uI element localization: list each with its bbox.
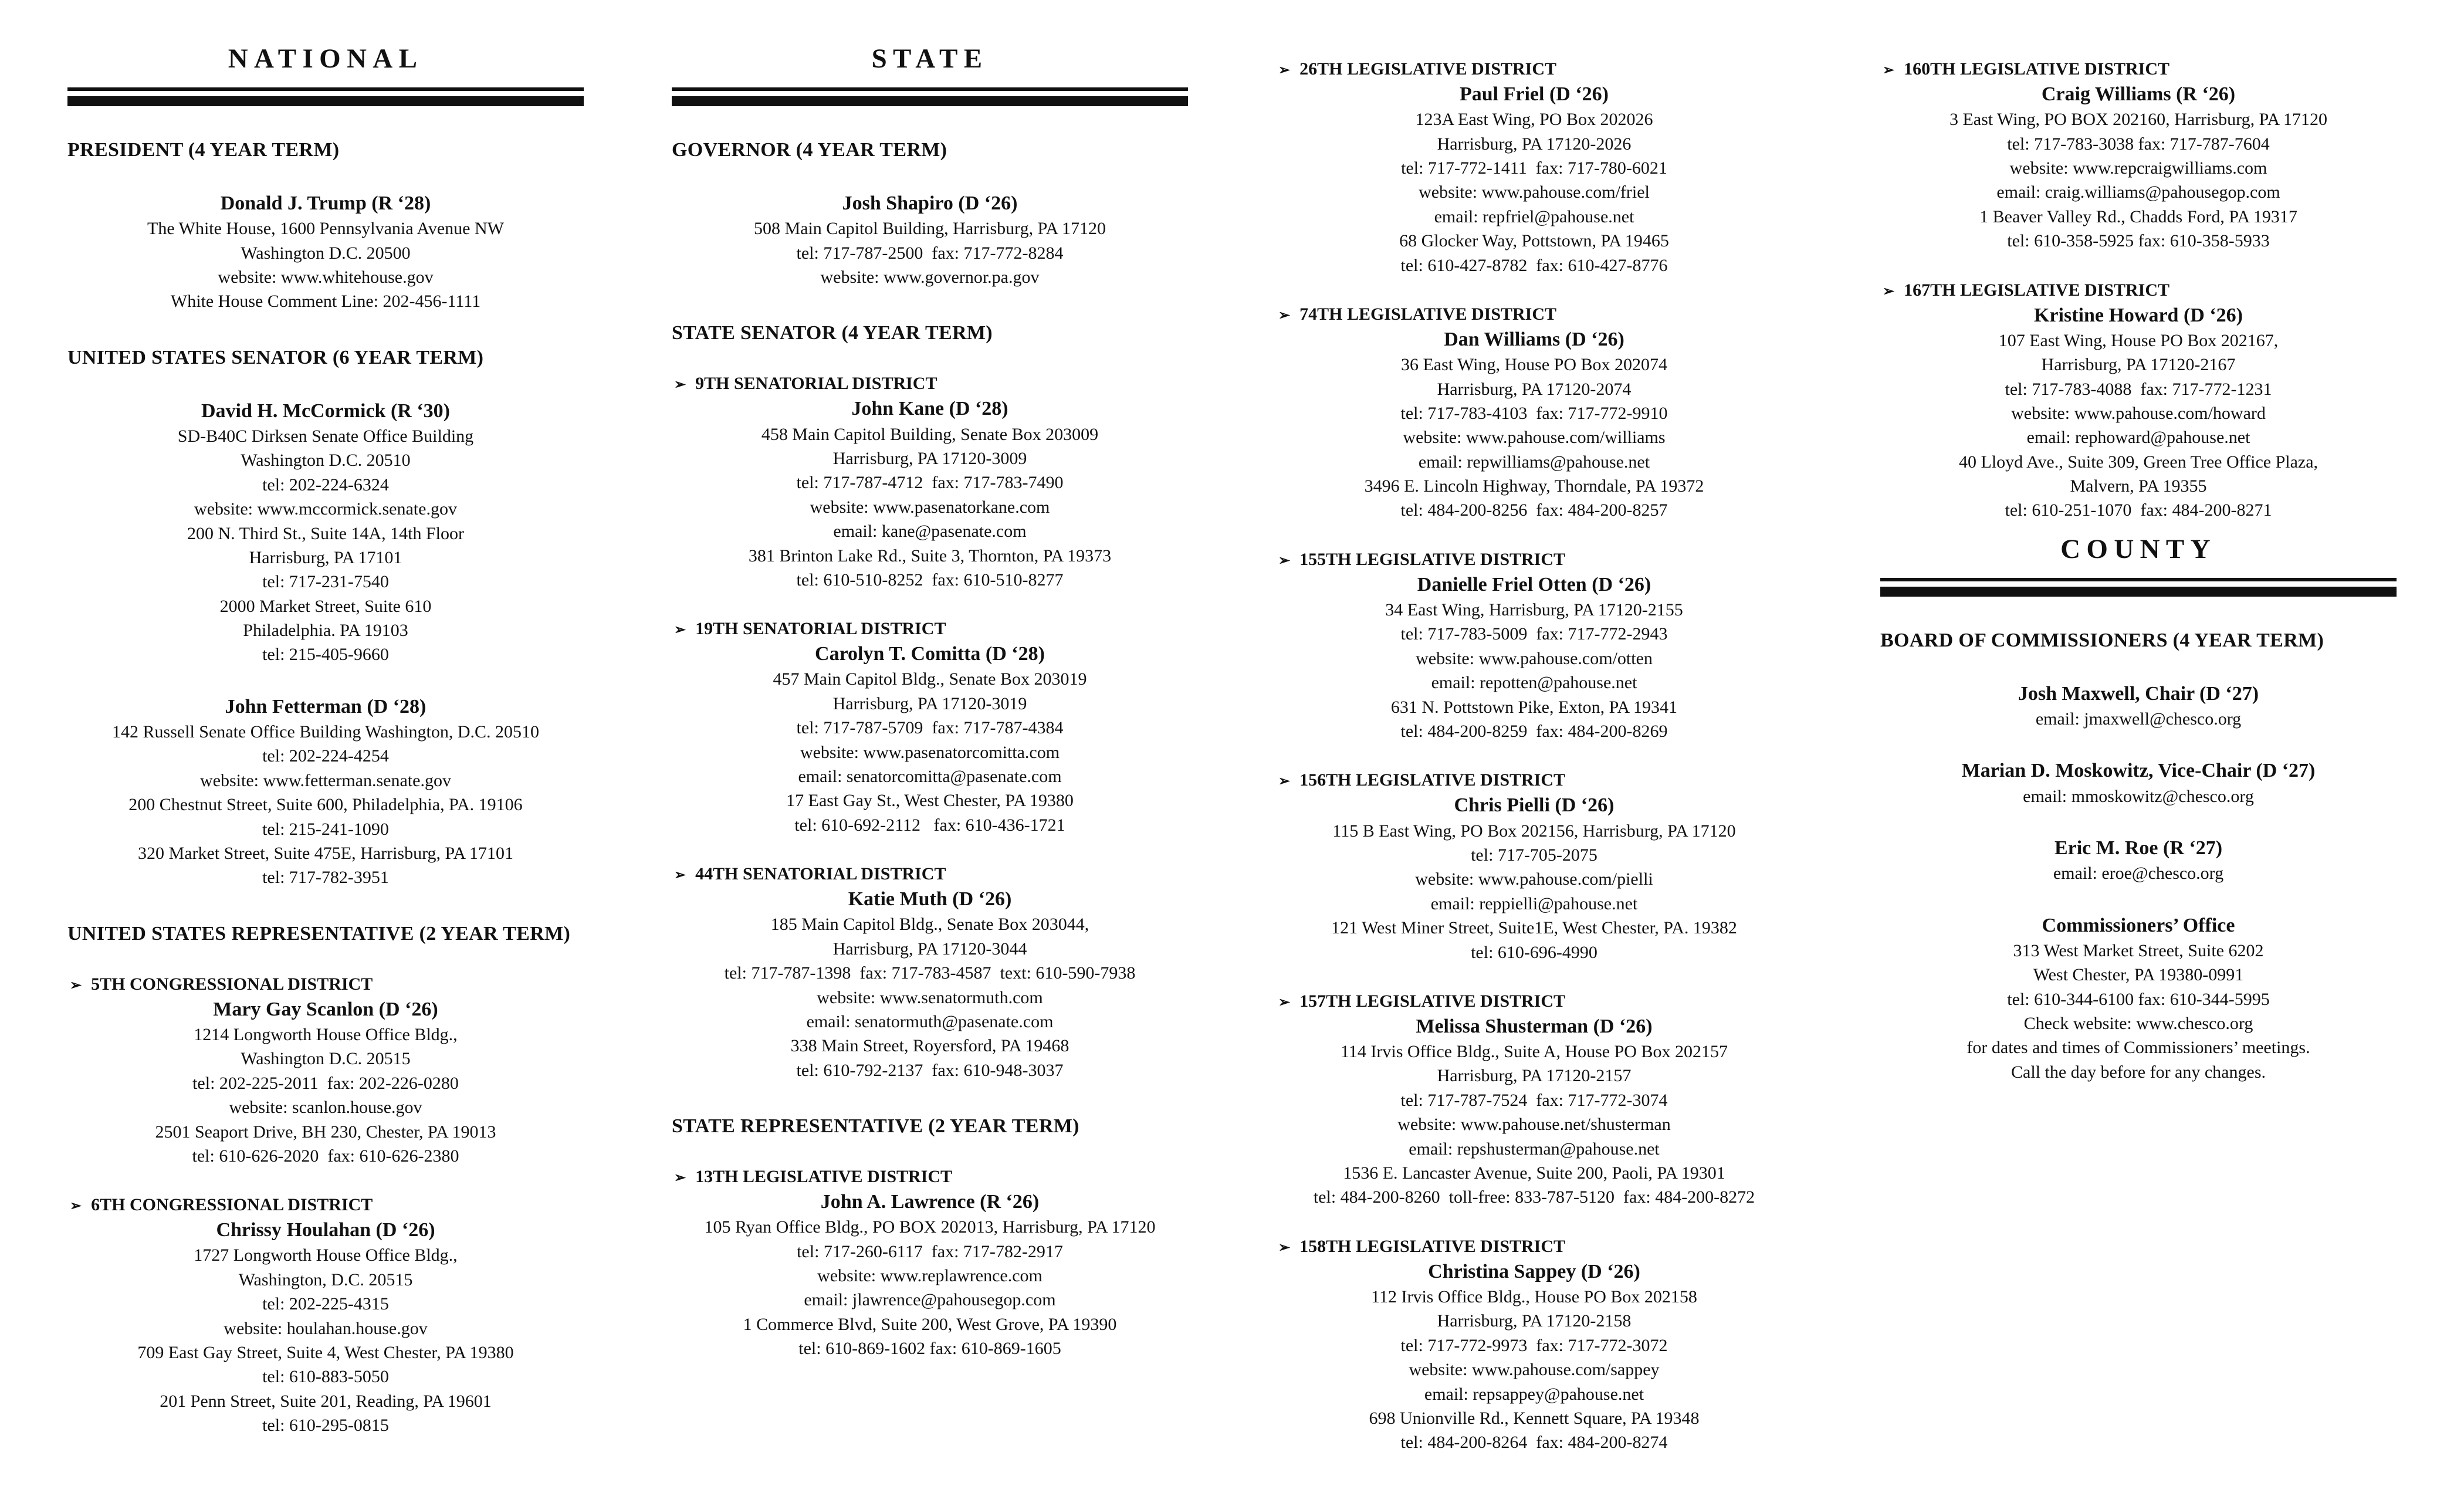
official-detail-line: 185 Main Capitol Bldg., Senate Box 203044, bbox=[770, 915, 1089, 935]
official-detail-line: email: senatorcomitta@pasenate.com bbox=[798, 767, 1062, 787]
official-detail-line: tel: 717-787-7524 fax: 717-772-3074 bbox=[1400, 1090, 1668, 1110]
official-detail-line: email: kane@pasenate.com bbox=[833, 522, 1027, 541]
official-detail-line: 201 Penn Street, Suite 201, Reading, PA 19601 bbox=[160, 1391, 492, 1411]
column-national bbox=[67, 32, 584, 1444]
district-heading bbox=[1276, 991, 1792, 1011]
official-detail-line: 17 East Gay St., West Chester, PA 19380 bbox=[786, 791, 1074, 811]
column-legislative-districts bbox=[1276, 32, 1792, 1461]
official-detail-line: email: repotten@pahouse.net bbox=[1431, 673, 1637, 693]
official-name: Donald J. Trump (R ‘28) bbox=[220, 192, 431, 214]
official-detail-line: website: www.pahouse.com/otten bbox=[1416, 648, 1653, 668]
official-detail-line: tel: 610-295-0815 bbox=[262, 1416, 389, 1436]
section-title: STATE bbox=[871, 43, 989, 74]
official-detail-line: Harrisburg, PA 17120-3009 bbox=[832, 448, 1027, 468]
section-title: NATIONAL bbox=[228, 43, 424, 74]
official-detail-line: website: www.senatormuth.com bbox=[817, 987, 1043, 1007]
official-detail-line: Harrisburg, PA 17120-2074 bbox=[1437, 379, 1632, 399]
official-entry bbox=[1880, 82, 2397, 253]
official-name: Kristine Howard (D ‘26) bbox=[2033, 304, 2243, 326]
district-heading bbox=[672, 619, 1188, 639]
official-detail-line: website: www.pahouse.com/williams bbox=[1403, 428, 1666, 448]
official-detail-line: 1727 Longworth House Office Bldg., bbox=[194, 1245, 458, 1265]
section-header bbox=[672, 43, 1188, 106]
district-arrow-icon: ➢ bbox=[1278, 994, 1291, 1010]
official-detail-line: tel: 717-772-9973 fax: 717-772-3072 bbox=[1400, 1335, 1668, 1355]
official-entry bbox=[67, 1217, 584, 1437]
official-name: Carolyn T. Comitta (D ‘28) bbox=[815, 643, 1045, 665]
official-detail-line: email: craig.williams@pahousegop.com bbox=[1996, 182, 2280, 202]
official-detail-line: website: www.pahouse.com/sappey bbox=[1409, 1360, 1660, 1380]
official-detail-line: 458 Main Capitol Building, Senate Box 203009 bbox=[761, 424, 1099, 444]
official-detail-line: email: mmoskowitz@chesco.org bbox=[2023, 786, 2254, 806]
official-detail-line: SD-B40C Dirksen Senate Office Building bbox=[177, 426, 474, 446]
official-detail-line: email: repfriel@pahouse.net bbox=[1434, 207, 1634, 226]
official-detail-line: email: repwilliams@pahouse.net bbox=[1418, 452, 1650, 472]
official-detail-line: website: www.governor.pa.gov bbox=[820, 267, 1040, 287]
official-detail-line: 457 Main Capitol Bldg., Senate Box 203019 bbox=[773, 669, 1087, 689]
official-detail-line: tel: 610-626-2020 fax: 610-626-2380 bbox=[192, 1146, 459, 1166]
district-title: 19TH SENATORIAL DISTRICT bbox=[695, 619, 946, 639]
official-detail-line: website: www.pahouse.net/shusterman bbox=[1397, 1115, 1671, 1135]
official-name: Commissioners’ Office bbox=[2042, 914, 2235, 936]
district-title: 157TH LEGISLATIVE DISTRICT bbox=[1299, 991, 1566, 1011]
official-detail-line: 112 Irvis Office Bldg., House PO Box 202158 bbox=[1371, 1287, 1697, 1307]
official-detail-line: tel: 202-224-6324 bbox=[262, 475, 389, 495]
official-detail-line: website: www.pasenatorcomitta.com bbox=[800, 742, 1060, 762]
official-detail-line: website: www.repcraigwilliams.com bbox=[2009, 158, 2267, 178]
official-detail-line: tel: 484-200-8264 fax: 484-200-8274 bbox=[1400, 1433, 1668, 1453]
official-detail-line: 142 Russell Senate Office Building Washington, D.C. 20510 bbox=[111, 722, 540, 742]
official-detail-line: 1214 Longworth House Office Bldg., bbox=[194, 1024, 458, 1044]
official-detail-line: 3496 E. Lincoln Highway, Thorndale, PA 19372 bbox=[1364, 476, 1704, 496]
district-heading bbox=[672, 1167, 1188, 1187]
official-entry bbox=[1276, 793, 1792, 964]
official-detail-line: email: jlawrence@pahousegop.com bbox=[804, 1290, 1056, 1310]
district-arrow-icon: ➢ bbox=[1278, 63, 1291, 78]
official-detail-line: Harrisburg, PA 17120-2026 bbox=[1437, 134, 1632, 154]
official-detail-line: tel: 202-225-4315 bbox=[262, 1294, 389, 1314]
official-name: Josh Maxwell, Chair (D ‘27) bbox=[2018, 682, 2259, 705]
district-heading bbox=[1880, 280, 2397, 300]
official-detail-line: email: jmaxwell@chesco.org bbox=[2035, 709, 2242, 729]
official-detail-line: email: senatormuth@pasenate.com bbox=[806, 1011, 1054, 1031]
official-detail-line: 121 West Miner Street, Suite1E, West Chester, PA. 19382 bbox=[1331, 918, 1737, 938]
district-title: 160TH LEGISLATIVE DISTRICT bbox=[1904, 59, 2170, 79]
official-name: Eric M. Roe (R ‘27) bbox=[2054, 837, 2223, 859]
official-detail-line: website: www.pahouse.com/howard bbox=[2011, 403, 2266, 423]
official-detail-line: tel: 215-241-1090 bbox=[262, 819, 389, 839]
official-detail-line: website: www.pasenatorkane.com bbox=[810, 497, 1050, 517]
official-name: Chrissy Houlahan (D ‘26) bbox=[216, 1219, 435, 1241]
official-detail-line: tel: 717-772-1411 fax: 717-780-6021 bbox=[1401, 158, 1667, 178]
official-detail-line: website: www.whitehouse.gov bbox=[218, 267, 434, 287]
office-heading: BOARD OF COMMISSIONERS (4 YEAR TERM) bbox=[1880, 629, 2324, 651]
official-name: Marian D. Moskowitz, Vice-Chair (D ‘27) bbox=[1961, 760, 2316, 782]
office-heading: UNITED STATES REPRESENTATIVE (2 YEAR TERM) bbox=[67, 922, 571, 945]
official-detail-line: 115 B East Wing, PO Box 202156, Harrisburg, PA 17120 bbox=[1332, 821, 1736, 841]
official-entry bbox=[67, 398, 584, 667]
official-detail-line: email: repshusterman@pahouse.net bbox=[1409, 1139, 1660, 1159]
section-rule-thick bbox=[672, 96, 1188, 106]
official-detail-line: Harrisburg, PA 17120-2158 bbox=[1437, 1311, 1632, 1331]
official-detail-line: tel: 717-787-4712 fax: 717-783-7490 bbox=[796, 473, 1064, 493]
district-arrow-icon: ➢ bbox=[1883, 283, 1895, 299]
official-entry bbox=[672, 396, 1188, 592]
official-detail-line: tel: 610-510-8252 fax: 610-510-8277 bbox=[796, 570, 1064, 590]
official-detail-line: 107 East Wing, House PO Box 202167, bbox=[1998, 330, 2279, 350]
official-detail-line: email: reppielli@pahouse.net bbox=[1430, 893, 1638, 913]
official-entry bbox=[1880, 835, 2397, 886]
district-title: 6TH CONGRESSIONAL DISTRICT bbox=[91, 1195, 373, 1215]
office-heading: PRESIDENT (4 YEAR TERM) bbox=[67, 139, 340, 161]
district-title: 156TH LEGISLATIVE DISTRICT bbox=[1299, 770, 1566, 790]
district-heading bbox=[67, 1195, 584, 1215]
official-detail-line: tel: 717-705-2075 bbox=[1471, 845, 1597, 865]
official-detail-line: website: www.mccormick.senate.gov bbox=[194, 499, 457, 519]
official-detail-line: tel: 610-696-4990 bbox=[1471, 942, 1597, 962]
official-detail-line: 3 East Wing, PO BOX 202160, Harrisburg, PA 17120 bbox=[1949, 110, 2328, 130]
official-name: Mary Gay Scanlon (D ‘26) bbox=[213, 998, 438, 1020]
district-heading bbox=[672, 374, 1188, 394]
official-detail-line: tel: 717-787-2500 fax: 717-772-8284 bbox=[796, 243, 1064, 263]
official-detail-line: 114 Irvis Office Bldg., Suite A, House PO Box 202157 bbox=[1341, 1042, 1728, 1062]
official-name: John Kane (D ‘28) bbox=[851, 398, 1008, 420]
official-entry bbox=[672, 1189, 1188, 1361]
office-heading: STATE SENATOR (4 YEAR TERM) bbox=[672, 322, 993, 344]
official-detail-line: 200 N. Third St., Suite 14A, 14th Floor bbox=[187, 523, 464, 543]
official-detail-line: tel: 717-787-1398 fax: 717-783-4587 text: 610-590-7938 bbox=[724, 963, 1136, 983]
official-entry bbox=[67, 997, 584, 1169]
district-heading bbox=[1276, 304, 1792, 324]
official-detail-line: for dates and times of Commissioners’ meetings. bbox=[1967, 1038, 2310, 1058]
official-entry bbox=[1276, 327, 1792, 523]
section-header bbox=[1880, 533, 2397, 597]
official-detail-line: Check website: www.chesco.org bbox=[2023, 1013, 2253, 1033]
district-title: 26TH LEGISLATIVE DISTRICT bbox=[1299, 59, 1557, 79]
official-detail-line: Harrisburg, PA 17120-2157 bbox=[1437, 1066, 1632, 1086]
official-detail-line: Harrisburg, PA 17101 bbox=[249, 547, 402, 567]
district-heading bbox=[1276, 770, 1792, 790]
district-heading bbox=[1276, 550, 1792, 570]
official-detail-line: tel: 717-782-3951 bbox=[262, 868, 389, 888]
district-title: 9TH SENATORIAL DISTRICT bbox=[695, 374, 937, 394]
official-name: John A. Lawrence (R ‘26) bbox=[820, 1191, 1040, 1213]
official-detail-line: 338 Main Street, Royersford, PA 19468 bbox=[790, 1036, 1069, 1056]
official-detail-line: 631 N. Pottstown Pike, Exton, PA 19341 bbox=[1390, 697, 1678, 717]
official-detail-line: 313 West Market Street, Suite 6202 bbox=[2013, 940, 2264, 960]
official-detail-line: tel: 202-225-2011 fax: 202-226-0280 bbox=[192, 1073, 459, 1093]
official-detail-line: email: rephoward@pahouse.net bbox=[2026, 428, 2250, 448]
official-detail-line: Washington D.C. 20510 bbox=[241, 451, 411, 471]
official-entry bbox=[1276, 1014, 1792, 1210]
official-detail-line: website: www.replawrence.com bbox=[817, 1266, 1043, 1286]
district-title: 5TH CONGRESSIONAL DISTRICT bbox=[91, 974, 373, 994]
official-detail-line: tel: 215-405-9660 bbox=[262, 645, 389, 665]
official-detail-line: 123A East Wing, PO Box 202026 bbox=[1415, 110, 1653, 130]
official-detail-line: Harrisburg, PA 17120-2167 bbox=[2041, 355, 2236, 375]
district-arrow-icon: ➢ bbox=[674, 377, 686, 393]
official-entry bbox=[67, 191, 584, 314]
column-districts-county bbox=[1880, 32, 2397, 1090]
official-detail-line: 105 Ryan Office Bldg., PO BOX 202013, Harrisburg, PA 17120 bbox=[704, 1217, 1156, 1237]
office-heading: STATE REPRESENTATIVE (2 YEAR TERM) bbox=[672, 1115, 1079, 1138]
official-detail-line: website: www.fetterman.senate.gov bbox=[200, 770, 451, 790]
district-arrow-icon: ➢ bbox=[70, 977, 82, 993]
official-entry bbox=[672, 641, 1188, 837]
official-entry bbox=[1880, 303, 2397, 523]
district-arrow-icon: ➢ bbox=[1278, 553, 1291, 568]
official-detail-line: website: www.pahouse.com/pielli bbox=[1415, 869, 1653, 889]
official-detail-line: website: houlahan.house.gov bbox=[224, 1318, 428, 1338]
official-detail-line: 698 Unionville Rd., Kennett Square, PA 19348 bbox=[1369, 1408, 1700, 1428]
column-state bbox=[672, 32, 1188, 1367]
district-arrow-icon: ➢ bbox=[674, 622, 686, 638]
official-entry bbox=[1276, 1259, 1792, 1455]
official-detail-line: 320 Market Street, Suite 475E, Harrisburg, PA 17101 bbox=[138, 843, 513, 863]
district-arrow-icon: ➢ bbox=[1278, 774, 1291, 790]
district-arrow-icon: ➢ bbox=[674, 1170, 686, 1186]
official-entry bbox=[1880, 913, 2397, 1085]
official-entry bbox=[67, 694, 584, 890]
official-name: Dan Williams (D ‘26) bbox=[1444, 328, 1624, 350]
official-detail-line: 709 East Gay Street, Suite 4, West Chester, PA 19380 bbox=[137, 1343, 514, 1363]
official-detail-line: tel: 717-787-5709 fax: 717-787-4384 bbox=[796, 718, 1064, 738]
official-entry bbox=[1276, 572, 1792, 744]
official-detail-line: tel: 610-692-2112 fax: 610-436-1721 bbox=[794, 815, 1065, 835]
official-detail-line: tel: 484-200-8256 fax: 484-200-8257 bbox=[1400, 500, 1668, 520]
official-detail-line: tel: 610-792-2137 fax: 610-948-3037 bbox=[796, 1060, 1064, 1080]
official-detail-line: website: scanlon.house.gov bbox=[229, 1098, 422, 1118]
district-heading bbox=[1880, 59, 2397, 79]
official-detail-line: tel: 717-783-5009 fax: 717-772-2943 bbox=[1400, 624, 1668, 644]
official-detail-line: Malvern, PA 19355 bbox=[2070, 476, 2207, 496]
official-detail-line: 36 East Wing, House PO Box 202074 bbox=[1400, 355, 1668, 375]
district-arrow-icon: ➢ bbox=[70, 1199, 82, 1214]
district-heading bbox=[67, 974, 584, 994]
official-name: Katie Muth (D ‘26) bbox=[848, 888, 1012, 911]
district-heading bbox=[672, 864, 1188, 884]
section-rule-thick bbox=[1880, 587, 2397, 597]
official-detail-line: Washington D.C. 20500 bbox=[241, 243, 411, 263]
official-detail-line: tel: 717-783-4088 fax: 717-772-1231 bbox=[2005, 379, 2272, 399]
official-detail-line: 2501 Seaport Drive, BH 230, Chester, PA 19013 bbox=[155, 1122, 496, 1142]
official-detail-line: 2000 Market Street, Suite 610 bbox=[219, 596, 432, 616]
official-detail-line: White House Comment Line: 202-456-1111 bbox=[170, 292, 481, 312]
section-title: COUNTY bbox=[2060, 533, 2216, 564]
official-entry bbox=[1880, 758, 2397, 808]
official-name: Craig Williams (R ‘26) bbox=[2041, 83, 2236, 105]
official-detail-line: 68 Glocker Way, Pottstown, PA 19465 bbox=[1399, 231, 1669, 251]
official-name: Josh Shapiro (D ‘26) bbox=[842, 192, 1018, 214]
district-heading bbox=[1276, 1237, 1792, 1257]
official-name: Danielle Friel Otten (D ‘26) bbox=[1417, 573, 1651, 595]
official-detail-line: tel: 610-869-1602 fax: 610-869-1605 bbox=[798, 1339, 1061, 1359]
official-detail-line: Washington D.C. 20515 bbox=[241, 1049, 411, 1069]
official-detail-line: email: repsappey@pahouse.net bbox=[1424, 1384, 1644, 1404]
district-title: 13TH LEGISLATIVE DISTRICT bbox=[695, 1167, 953, 1187]
district-arrow-icon: ➢ bbox=[1278, 307, 1291, 323]
official-detail-line: 200 Chestnut Street, Suite 600, Philadelphia, PA. 19106 bbox=[128, 795, 523, 815]
official-detail-line: email: eroe@chesco.org bbox=[2053, 864, 2224, 884]
district-title: 167TH LEGISLATIVE DISTRICT bbox=[1904, 280, 2170, 300]
official-detail-line: tel: 202-224-4254 bbox=[262, 746, 389, 766]
official-detail-line: tel: 610-427-8782 fax: 610-427-8776 bbox=[1400, 255, 1668, 275]
official-detail-line: website: www.pahouse.com/friel bbox=[1419, 182, 1650, 202]
official-entry bbox=[672, 886, 1188, 1082]
official-detail-line: tel: 484-200-8259 fax: 484-200-8269 bbox=[1400, 721, 1668, 741]
district-title: 44TH SENATORIAL DISTRICT bbox=[695, 864, 946, 884]
official-name: Christina Sappey (D ‘26) bbox=[1428, 1260, 1640, 1282]
district-arrow-icon: ➢ bbox=[1883, 63, 1895, 78]
district-title: 74TH LEGISLATIVE DISTRICT bbox=[1299, 304, 1557, 324]
section-rule-thick bbox=[67, 96, 584, 106]
section-rule-thin bbox=[672, 87, 1188, 91]
official-detail-line: tel: 717-260-6117 fax: 717-782-2917 bbox=[797, 1241, 1063, 1261]
official-detail-line: 40 Lloyd Ave., Suite 309, Green Tree Office Plaza, bbox=[1958, 452, 2319, 472]
district-arrow-icon: ➢ bbox=[1278, 1240, 1291, 1255]
office-heading: UNITED STATES SENATOR (6 YEAR TERM) bbox=[67, 346, 484, 368]
official-detail-line: tel: 610-344-6100 fax: 610-344-5995 bbox=[2007, 989, 2270, 1009]
official-detail-line: The White House, 1600 Pennsylvania Avenue NW bbox=[147, 219, 504, 239]
official-detail-line: tel: 717-231-7540 bbox=[262, 572, 389, 592]
office-heading: GOVERNOR (4 YEAR TERM) bbox=[672, 139, 947, 161]
district-arrow-icon: ➢ bbox=[674, 868, 686, 884]
official-detail-line: Call the day before for any changes. bbox=[2011, 1062, 2266, 1082]
official-detail-line: 1 Commerce Blvd, Suite 200, West Grove, PA 19390 bbox=[743, 1314, 1117, 1334]
official-detail-line: 381 Brinton Lake Rd., Suite 3, Thornton, PA 19373 bbox=[748, 546, 1112, 566]
section-rule-thin bbox=[67, 87, 584, 91]
official-detail-line: Harrisburg, PA 17120-3019 bbox=[832, 693, 1027, 713]
official-detail-line: tel: 717-783-4103 fax: 717-772-9910 bbox=[1400, 403, 1668, 423]
official-name: John Fetterman (D ‘28) bbox=[225, 695, 427, 717]
official-entry bbox=[672, 191, 1188, 289]
official-detail-line: 1536 E. Lancaster Avenue, Suite 200, Paoli, PA 19301 bbox=[1343, 1163, 1725, 1183]
official-detail-line: 1 Beaver Valley Rd., Chadds Ford, PA 19317 bbox=[1979, 207, 2297, 226]
official-name: Chris Pielli (D ‘26) bbox=[1454, 794, 1615, 817]
official-detail-line: tel: 610-358-5925 fax: 610-358-5933 bbox=[2007, 231, 2270, 251]
district-heading bbox=[1276, 59, 1792, 79]
official-entry bbox=[1276, 82, 1792, 277]
district-title: 158TH LEGISLATIVE DISTRICT bbox=[1299, 1236, 1566, 1256]
official-detail-line: Harrisburg, PA 17120-3044 bbox=[832, 939, 1027, 959]
official-detail-line: tel: 484-200-8260 toll-free: 833-787-5120 fax: 484-200-8272 bbox=[1313, 1187, 1755, 1207]
official-detail-line: West Chester, PA 19380-0991 bbox=[2033, 965, 2244, 985]
official-detail-line: tel: 610-251-1070 fax: 484-200-8271 bbox=[2005, 500, 2272, 520]
official-name: David H. McCormick (R ‘30) bbox=[201, 400, 450, 422]
section-rule-thin bbox=[1880, 578, 2397, 581]
official-entry bbox=[1880, 681, 2397, 732]
official-detail-line: 34 East Wing, Harrisburg, PA 17120-2155 bbox=[1385, 600, 1683, 620]
section-header bbox=[67, 43, 584, 106]
official-detail-line: 508 Main Capitol Building, Harrisburg, PA 17120 bbox=[753, 219, 1106, 239]
official-detail-line: tel: 610-883-5050 bbox=[262, 1367, 389, 1387]
district-title: 155TH LEGISLATIVE DISTRICT bbox=[1299, 549, 1566, 569]
official-detail-line: Washington, D.C. 20515 bbox=[238, 1270, 413, 1289]
official-detail-line: Philadelphia. PA 19103 bbox=[243, 621, 408, 641]
columns-container bbox=[67, 32, 2397, 1461]
official-detail-line: tel: 717-783-3038 fax: 717-787-7604 bbox=[2007, 134, 2270, 154]
official-name: Paul Friel (D ‘26) bbox=[1460, 83, 1609, 105]
official-name: Melissa Shusterman (D ‘26) bbox=[1416, 1015, 1653, 1037]
